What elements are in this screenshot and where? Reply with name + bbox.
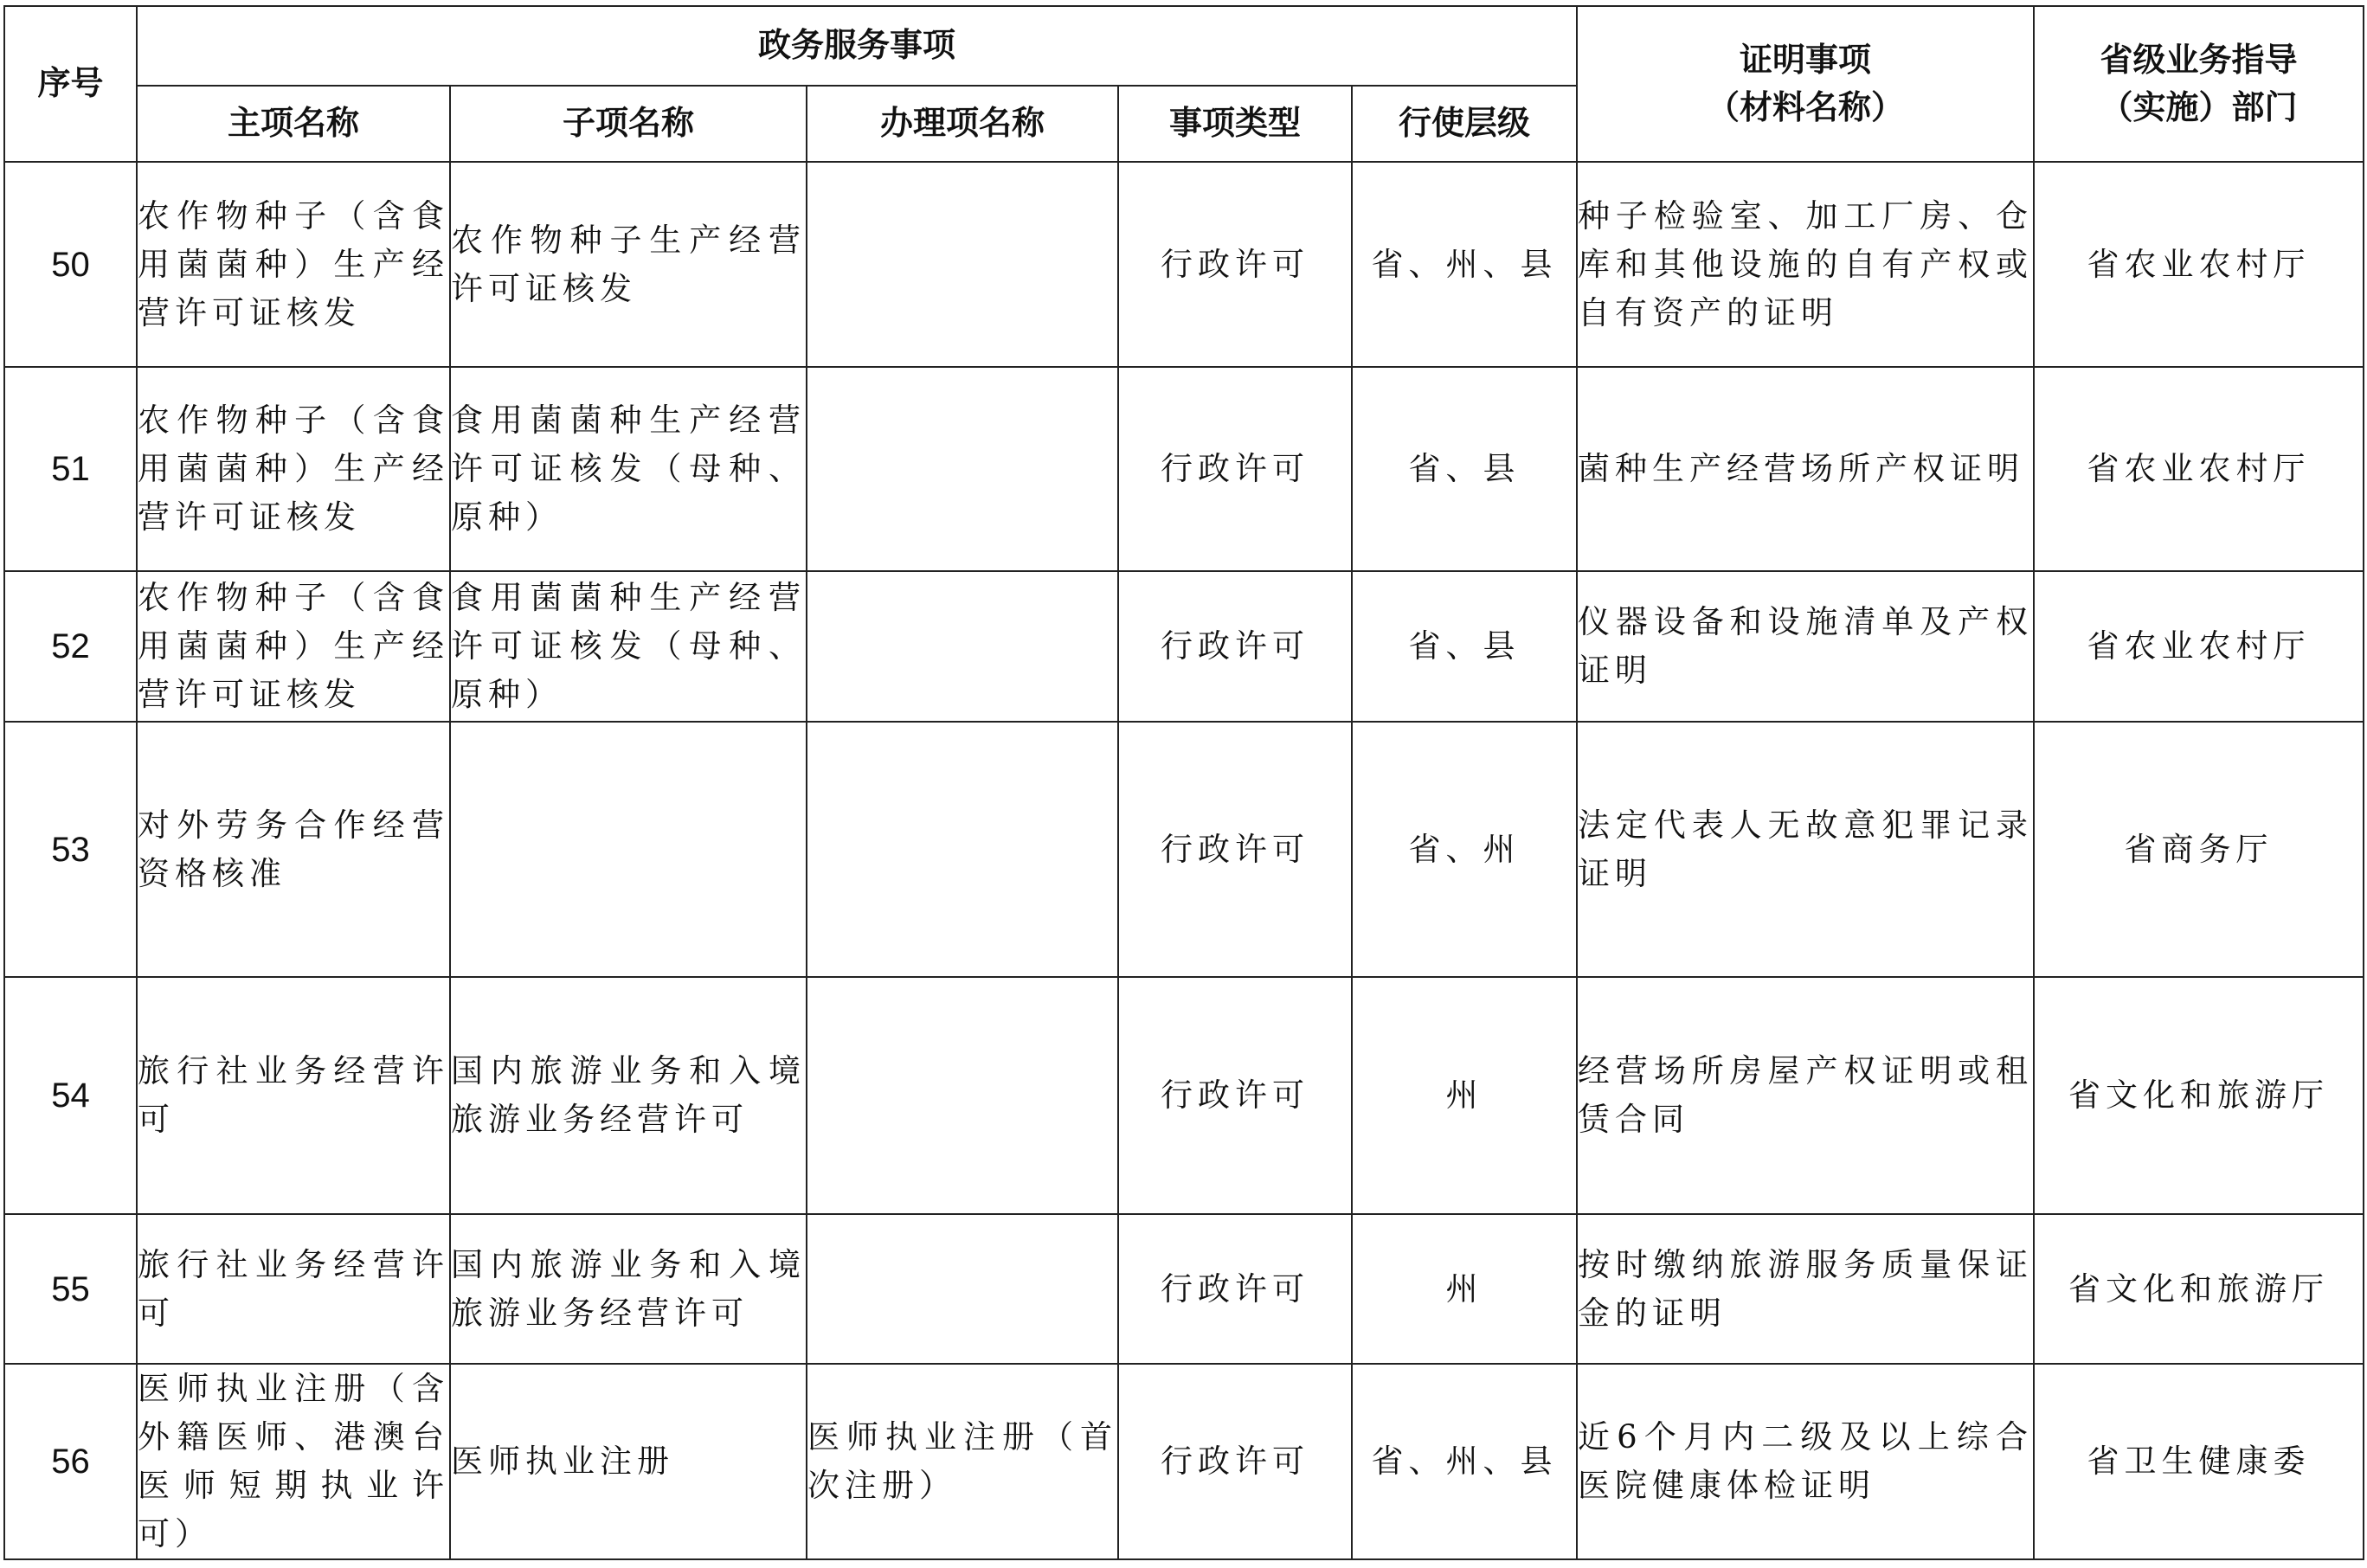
- cell-handle-name: [807, 162, 1118, 367]
- cell-main-name: 旅行社业务经营许可: [137, 977, 450, 1214]
- cell-dept: 省文化和旅游厅: [2034, 977, 2364, 1214]
- cell-seq: 55: [4, 1214, 137, 1364]
- header-seq: 序号: [4, 6, 137, 162]
- cell-item-type: 行政许可: [1118, 162, 1352, 367]
- header-dept-line1: 省级业务指导: [2100, 40, 2298, 79]
- cell-level: 省、县: [1352, 367, 1577, 571]
- cell-sub-name: 农作物种子生产经营许可证核发: [450, 162, 807, 367]
- cell-sub-name: 医师执业注册: [450, 1364, 807, 1559]
- header-sub-name: 子项名称: [450, 86, 807, 162]
- cell-sub-name: 国内旅游业务和入境旅游业务经营许可: [450, 977, 807, 1214]
- cell-level: 省、州、县: [1352, 1364, 1577, 1559]
- table-row: [4, 1364, 2364, 1559]
- cell-handle-name: [807, 367, 1118, 571]
- table-body: [4, 162, 2364, 1559]
- table-row: [4, 367, 2364, 571]
- cell-sub-name: 食用菌菌种生产经营许可证核发（母种、原种）: [450, 571, 807, 722]
- table-row: [4, 977, 2364, 1214]
- header-proof: [1577, 6, 2034, 162]
- cell-main-name: 对外劳务合作经营资格核准: [137, 722, 450, 977]
- header-proof-line2: （材料名称）: [1707, 88, 1905, 126]
- cell-proof: 种子检验室、加工厂房、仓库和其他设施的自有产权或自有资产的证明: [1577, 162, 2034, 367]
- cell-level: 省、州: [1352, 722, 1577, 977]
- cell-item-type: 行政许可: [1118, 977, 1352, 1214]
- header-level: 行使层级: [1352, 86, 1577, 162]
- cell-main-name: 医师执业注册（含外籍医师、港澳台医师短期执业许可）: [137, 1364, 450, 1559]
- cell-main-name: 农作物种子（含食用菌菌种）生产经营许可证核发: [137, 162, 450, 367]
- cell-level: 省、州、县: [1352, 162, 1577, 367]
- proof-items-table: [3, 5, 2364, 1560]
- cell-dept: 省文化和旅游厅: [2034, 1214, 2364, 1364]
- header-main-name: 主项名称: [137, 86, 450, 162]
- cell-dept: 省农业农村厅: [2034, 571, 2364, 722]
- cell-proof: 菌种生产经营场所产权证明: [1577, 367, 2034, 571]
- cell-seq: 51: [4, 367, 137, 571]
- cell-seq: 53: [4, 722, 137, 977]
- cell-seq: 52: [4, 571, 137, 722]
- table-header: [4, 6, 2364, 162]
- cell-level: 州: [1352, 1214, 1577, 1364]
- cell-sub-name: [450, 722, 807, 977]
- cell-sub-name: 食用菌菌种生产经营许可证核发（母种、原种）: [450, 367, 807, 571]
- cell-item-type: 行政许可: [1118, 722, 1352, 977]
- cell-proof: 经营场所房屋产权证明或租赁合同: [1577, 977, 2034, 1214]
- header-proof-line1: 证明事项: [1740, 40, 1872, 79]
- cell-item-type: 行政许可: [1118, 367, 1352, 571]
- cell-level: 州: [1352, 977, 1577, 1214]
- cell-seq: 56: [4, 1364, 137, 1559]
- cell-proof: 法定代表人无故意犯罪记录证明: [1577, 722, 2034, 977]
- table-row: [4, 1214, 2364, 1364]
- table-row: [4, 162, 2364, 367]
- cell-seq: 54: [4, 977, 137, 1214]
- cell-handle-name: [807, 571, 1118, 722]
- cell-item-type: 行政许可: [1118, 1364, 1352, 1559]
- table-row: [4, 571, 2364, 722]
- cell-dept: 省农业农村厅: [2034, 162, 2364, 367]
- cell-dept: 省商务厅: [2034, 722, 2364, 977]
- cell-handle-name: [807, 1214, 1118, 1364]
- cell-item-type: 行政许可: [1118, 1214, 1352, 1364]
- header-service-group: 政务服务事项: [137, 6, 1577, 86]
- header-handle-name: 办理项名称: [807, 86, 1118, 162]
- cell-main-name: 旅行社业务经营许可: [137, 1214, 450, 1364]
- cell-dept: 省卫生健康委: [2034, 1364, 2364, 1559]
- cell-handle-name: [807, 977, 1118, 1214]
- cell-handle-name: 医师执业注册（首次注册）: [807, 1364, 1118, 1559]
- cell-handle-name: [807, 722, 1118, 977]
- cell-proof: 近6个月内二级及以上综合医院健康体检证明: [1577, 1364, 2034, 1559]
- cell-item-type: 行政许可: [1118, 571, 1352, 722]
- cell-proof: 仪器设备和设施清单及产权证明: [1577, 571, 2034, 722]
- header-item-type: 事项类型: [1118, 86, 1352, 162]
- header-dept-line2: （实施）部门: [2100, 88, 2298, 126]
- cell-main-name: 农作物种子（含食用菌菌种）生产经营许可证核发: [137, 367, 450, 571]
- cell-level: 省、县: [1352, 571, 1577, 722]
- cell-seq: 50: [4, 162, 137, 367]
- cell-proof: 按时缴纳旅游服务质量保证金的证明: [1577, 1214, 2034, 1364]
- header-dept: [2034, 6, 2364, 162]
- cell-sub-name: 国内旅游业务和入境旅游业务经营许可: [450, 1214, 807, 1364]
- cell-main-name: 农作物种子（含食用菌菌种）生产经营许可证核发: [137, 571, 450, 722]
- table-row: [4, 722, 2364, 977]
- cell-dept: 省农业农村厅: [2034, 367, 2364, 571]
